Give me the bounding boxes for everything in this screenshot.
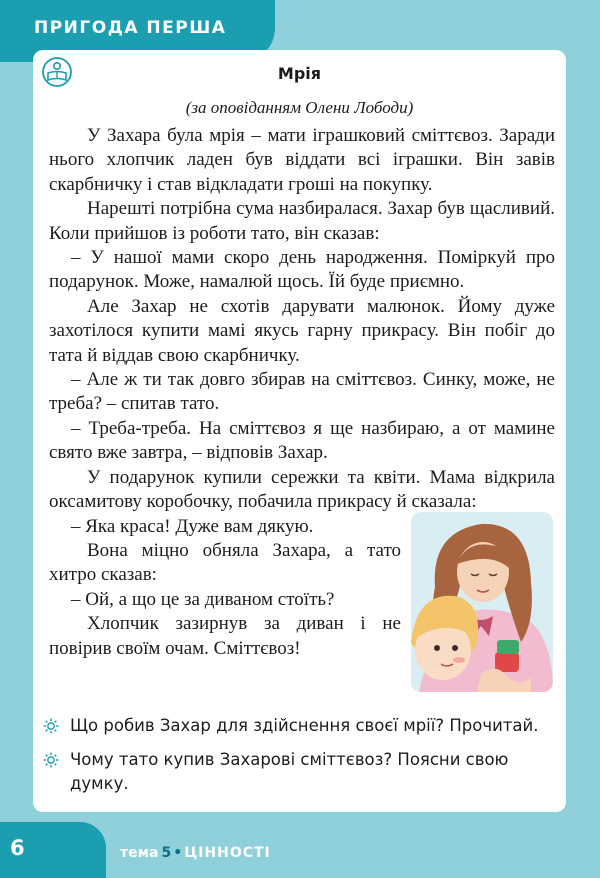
question-2 bbox=[43, 748, 553, 796]
theme-number: 5 bbox=[161, 845, 172, 861]
chapter-title: ПРИГОДА ПЕРША bbox=[34, 18, 227, 38]
story-paragraph: – Ой, а що це за диваном стоїть? bbox=[71, 588, 335, 610]
theme-separator: • bbox=[173, 845, 183, 861]
question-text: Чому тато купив Захарові сміттєвоз? Поясни свою думку. bbox=[70, 750, 509, 793]
theme-name: ЦІННОСТІ bbox=[184, 845, 271, 861]
story-paragraph: – Треба-треба. На сміттєвоз я ще назбираю, а от мамине свято вже завтра, – відповів Захар. bbox=[49, 417, 555, 464]
story-title: Мрія bbox=[277, 64, 322, 83]
story-paragraph: Але Захар не схотів дарувати малюнок. Йому дуже захотілося купити мамі якусь гарну прикрасу. Він побіг до тата й віддав свою скарбничку. bbox=[49, 295, 555, 366]
sun-icon bbox=[43, 718, 59, 734]
theme-label bbox=[120, 845, 271, 861]
question-1 bbox=[43, 714, 553, 738]
story-subtitle: (за оповіданням Олени Лободи) bbox=[185, 98, 414, 117]
story-paragraph: Вона міцно обняла Захара, а тато хитро сказав: bbox=[49, 539, 401, 586]
page-number: 6 bbox=[10, 836, 25, 860]
story-paragraph: У подарунок купили сережки та квіти. Мама відкрила оксамитову коробочку, побачила прикрасу й сказала: bbox=[49, 466, 555, 513]
sun-icon bbox=[43, 752, 59, 768]
story-paragraph: Хлопчик зазирнув за диван і не повірив своїм очам. Сміттєвоз! bbox=[49, 613, 401, 659]
story-paragraph: Нарешті потрібна сума назбиралася. Захар був щасливий. Коли прийшов із роботи тато, він сказав: bbox=[49, 198, 555, 244]
content-card bbox=[33, 50, 566, 812]
story-paragraph: – У нашої мами скоро день народження. Поміркуй про подарунок. Може, намалюй щось. Їй буде приємно. bbox=[49, 247, 555, 293]
theme-word: тема bbox=[120, 845, 159, 861]
question-text: Що робив Захар для здійснення своєї мрії? Прочитай. bbox=[70, 716, 539, 735]
story-paragraph: – Яка краса! Дуже вам дякую. bbox=[71, 515, 314, 537]
story-paragraph: – Але ж ти так довго збирав на сміттєвоз. Синку, може, не треба? – спитав тато. bbox=[49, 369, 555, 415]
mother-and-son-illustration bbox=[411, 512, 553, 692]
story-paragraph: У Захара була мрія – мати іграшковий сміттєвоз. Заради нього хлопчик ладен був віддати всі іграшки. Він завів скарбничку і став відкладати гроші на покупку. bbox=[49, 125, 555, 195]
